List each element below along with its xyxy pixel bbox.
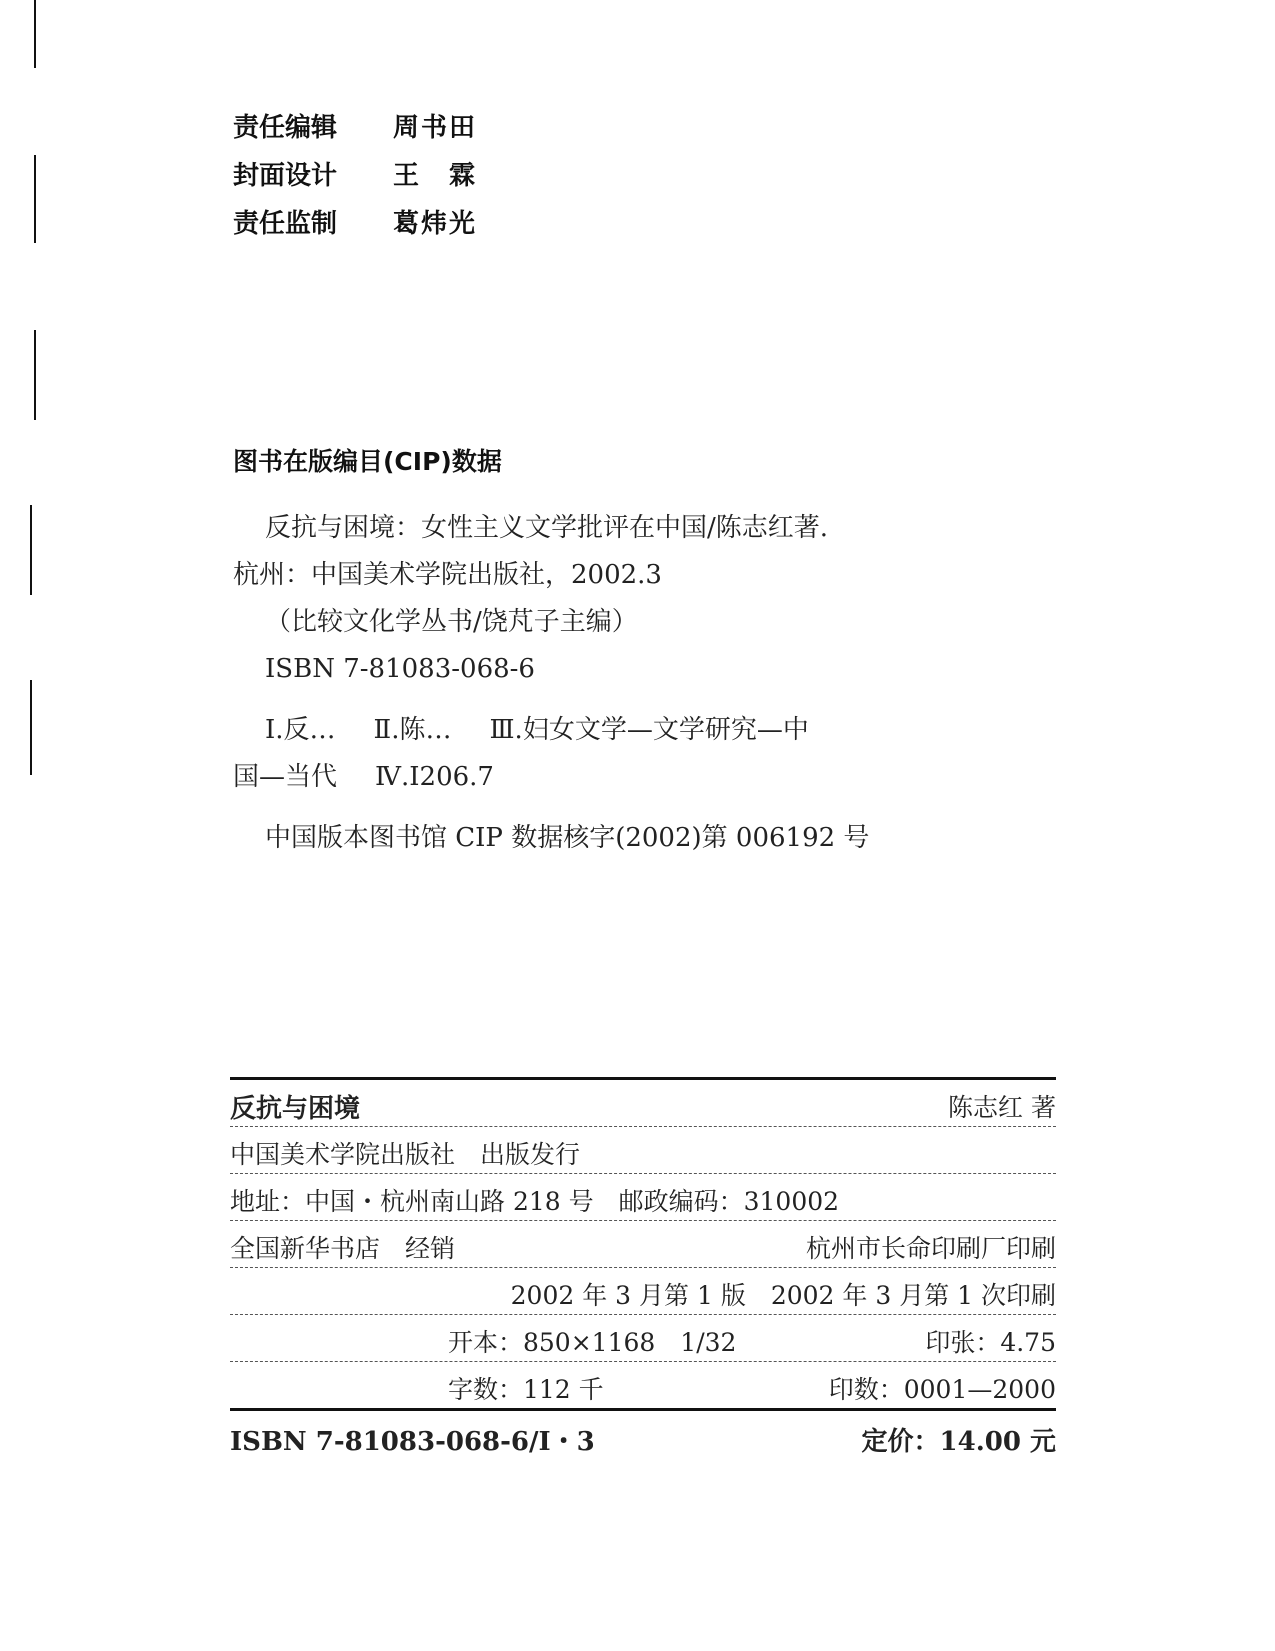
publisher-address: 地址：中国・杭州南山路 218 号 邮政编码：310002 xyxy=(230,1187,840,1216)
isbn-full: ISBN 7-81083-068-6/I・3 xyxy=(230,1427,595,1457)
cip-isbn-line: ISBN 7-81083-068-6 xyxy=(265,654,535,684)
credit-name: 周书田 xyxy=(393,113,478,143)
cip-publisher-line: 杭州：中国美术学院出版社，2002.3 xyxy=(233,560,662,590)
credit-role: 责任监制 xyxy=(233,209,338,239)
word-count: 字数：112 千 xyxy=(448,1375,604,1404)
cip-subjects-line xyxy=(233,707,993,754)
cip-record xyxy=(233,505,993,862)
cip-cataloging-number: 中国版本图书馆 CIP 数据核字(2002)第 006192 号 xyxy=(265,823,870,853)
colophon-isbn-row xyxy=(230,1411,1056,1461)
credit-role: 责任编辑 xyxy=(233,113,338,143)
colophon-edition-row xyxy=(230,1268,1056,1315)
book-author: 陈志红 著 xyxy=(948,1093,1056,1122)
cip-title-line: 反抗与困境：女性主义文学批评在中国/陈志红著. xyxy=(265,513,829,543)
credit-cover-design xyxy=(233,152,477,200)
price: 定价：14.00 元 xyxy=(861,1427,1056,1457)
credit-name: 葛炜光 xyxy=(393,209,478,239)
colophon-table xyxy=(230,1077,1056,1461)
margin-mark-5 xyxy=(30,680,32,775)
margin-mark-4 xyxy=(30,505,32,595)
sheets-info: 印张：4.75 xyxy=(925,1328,1056,1357)
printer: 杭州市长命印刷厂印刷 xyxy=(805,1234,1056,1263)
distributor: 全国新华书店 经销 xyxy=(230,1234,456,1263)
colophon-count-row xyxy=(230,1362,1056,1408)
cip-subject: 国—当代 xyxy=(233,762,338,792)
cip-series-line: （比较文化学丛书/饶芃子主编） xyxy=(265,607,638,637)
credit-role: 封面设计 xyxy=(233,161,338,191)
book-title: 反抗与困境 xyxy=(230,1094,361,1124)
margin-mark-3 xyxy=(34,330,36,420)
cip-subjects-cont-line xyxy=(233,754,993,801)
edition-info: 2002 年 3 月第 1 版 2002 年 3 月第 1 次印刷 xyxy=(510,1281,1056,1310)
margin-mark-1 xyxy=(34,0,36,68)
cip-subject: Ⅲ.妇女文学—文学研究—中 xyxy=(489,715,809,745)
colophon-publisher-row xyxy=(230,1127,1056,1174)
colophon-title-row xyxy=(230,1080,1056,1127)
colophon-address-row xyxy=(230,1174,1056,1221)
publisher: 中国美术学院出版社 出版发行 xyxy=(230,1140,581,1169)
colophon-distribution-row xyxy=(230,1221,1056,1268)
credit-editor xyxy=(233,104,477,152)
format-info: 开本：850×1168 1/32 xyxy=(448,1328,737,1357)
print-run: 印数：0001—2000 xyxy=(828,1375,1056,1404)
credit-name: 王 霖 xyxy=(393,161,478,191)
cip-subject: Ⅱ.陈… xyxy=(373,715,452,745)
cip-heading: 图书在版编目(CIP)数据 xyxy=(233,447,502,476)
cip-classification: Ⅳ.I206.7 xyxy=(375,762,494,792)
colophon-format-row xyxy=(230,1315,1056,1362)
credit-supervisor xyxy=(233,200,477,248)
credits-block xyxy=(233,104,477,248)
cip-subject: Ⅰ.反… xyxy=(265,715,336,745)
margin-mark-2 xyxy=(34,155,36,243)
